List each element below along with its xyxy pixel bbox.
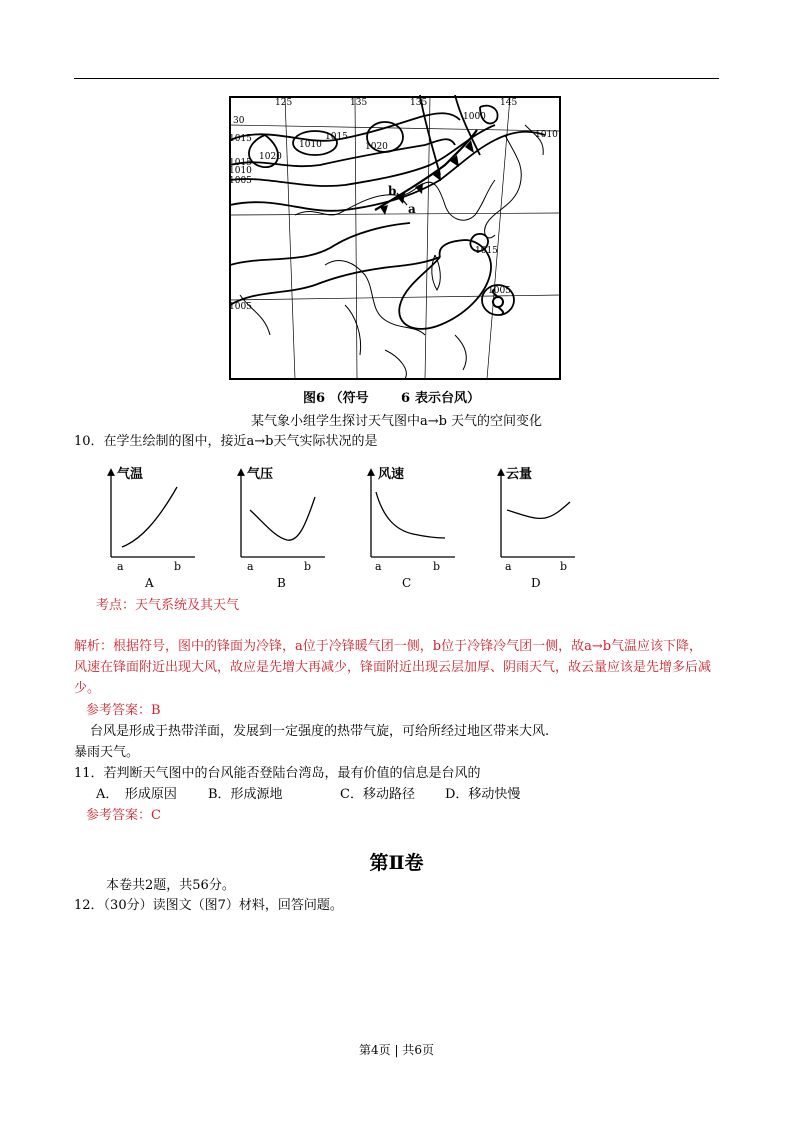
svg-text:b: b [174,560,182,573]
map-caption [303,390,480,406]
deg-label: 145 [500,98,518,108]
graph-b [241,466,325,590]
svg-text:表示台风）: 表示台风） [415,391,481,406]
svg-text:a: a [247,560,254,573]
svg-text:图6 （符号: 图6 （符号 [303,391,369,406]
typhoon-note-line2: 暴雨天气。 [74,745,140,760]
svg-text:云量: 云量 [506,467,533,482]
map-frame [230,97,560,379]
svg-text:C: C [402,576,412,590]
isobar-label: 1010 [299,140,322,150]
deg-label: 135 [350,98,368,108]
map-intro: 某气象小组学生探讨天气图中a→b 天气的空间变化 [250,414,543,429]
isobar-label: 1005 [488,286,511,296]
isobar-label: 1010 [535,130,558,140]
question-12: 12．（30分）读图文（图7）材料，回答问题。 [74,898,343,913]
svg-text:A: A [145,576,154,590]
isobar-label: 1005 [229,302,252,312]
cold-front [375,130,477,215]
weather-map-figure [225,95,565,410]
graph-d [501,466,575,590]
q11-option-b: B．形成源地 [208,787,283,802]
svg-text:气压: 气压 [247,467,274,482]
typhoon-note-line1: 台风是形成于热带洋面，发展到一定强度的热带气旋，可给所经过地区带来大风. [90,724,550,739]
isobar-label: 1010 [229,166,252,176]
isobar-label: 1015 [229,158,252,168]
svg-text:D: D [531,576,541,590]
graph-c [371,466,455,590]
answer-graphs [95,462,595,592]
deg-label: 125 [275,98,293,108]
svg-text:6: 6 [401,391,411,406]
svg-text:气温: 气温 [117,467,144,482]
svg-text:b: b [433,560,441,573]
svg-text:b: b [304,560,312,573]
header-rule [74,78,719,79]
svg-text:a: a [375,560,382,573]
q11-option-c: C．移动路径 [340,787,415,802]
answer-11: 参考答案：C [86,808,161,823]
deg-label: 135 [410,98,428,108]
q11-option-a: A． 形成原因 [96,787,177,802]
section-description: 本卷共2题，共56分。 [106,878,235,893]
isobar-label: 1015 [475,246,498,256]
graph-a [111,466,195,590]
graticule [230,97,560,379]
svg-text:a: a [505,560,512,573]
isobar-label: 1005 [229,176,252,186]
svg-text:B: B [277,576,286,590]
isobar-label: 1000 [463,112,486,122]
isobar-label: 1020 [259,152,282,162]
lat-label: 30 [233,116,245,126]
svg-text:a: a [117,560,124,573]
svg-text:b: b [560,560,568,573]
point-a-label: a [408,202,416,216]
section-title: 第Ⅱ卷 [369,852,424,874]
answer-10: 参考答案：B [86,703,161,718]
jiexi-paragraph: 解析：根据符号，图中的锋面为冷锋，a位于冷锋暖气团一侧，b位于冷锋冷气团一侧，故a→b气温应该下降，风速在锋面附近出现大风，故应是先增大再减少，锋面附近出现云层加厚、阴雨天气，故云量应该是先增多后减少。 [74,639,712,696]
isobar-label: 1020 [365,142,388,152]
isobar-label: 1015 [325,132,348,142]
kaodian-text: 考点：天气系统及其天气 [96,598,240,613]
isobar-label: 1015 [229,134,252,144]
point-b-label: b [388,184,397,198]
page-footer: 第4页 | 共6页 [359,1043,434,1057]
question-10: 10．在学生绘制的图中，接近a→b天气实际状况的是 [74,434,378,449]
svg-text:风速: 风速 [378,467,405,482]
question-11: 11．若判断天气图中的台风能否登陆台湾岛，最有价值的信息是台风的 [74,766,481,781]
q11-option-d: D．移动快慢 [445,787,521,802]
